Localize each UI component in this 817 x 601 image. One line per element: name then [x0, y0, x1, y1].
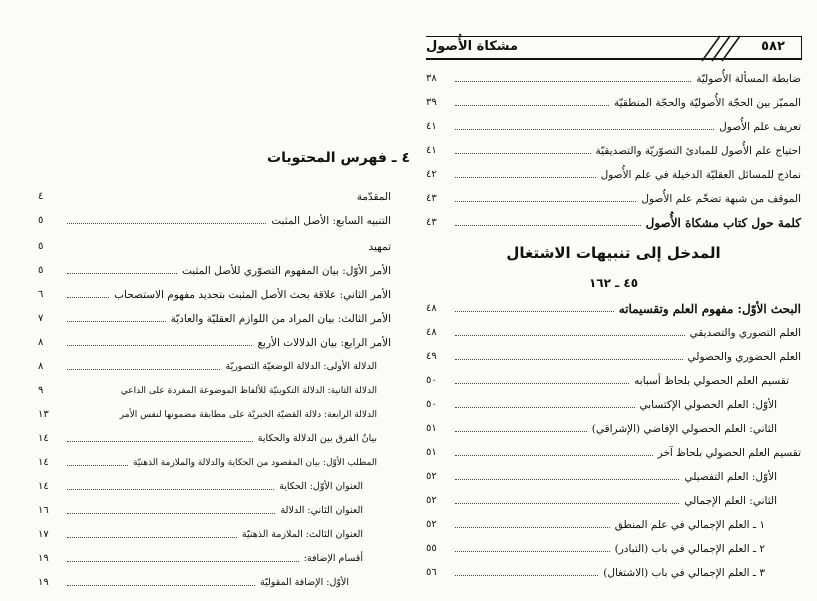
leader-dots [455, 359, 683, 360]
toc-entry[interactable] [426, 512, 801, 532]
header-page-number: ٥٨٢ [761, 39, 785, 54]
leader-dots [67, 297, 109, 298]
toc-entry-title: الأوّل: العلم الحصولي الإكتسابي [639, 399, 777, 411]
leader-dots [67, 369, 220, 370]
toc-entry-title: تقسيم العلم الحصولي بلحاظ آخر [657, 447, 801, 459]
toc-entry-page: ١٤ [38, 481, 49, 492]
toc-entry-page: ١٩ [38, 553, 49, 564]
toc-entry[interactable] [38, 474, 391, 494]
toc-entry-title: احتياج علم الأُصول للمبادئ التصوّريّة والتصديقيّة [595, 145, 801, 157]
toc-entry[interactable] [426, 186, 801, 206]
toc-entry-page: ٤ [38, 191, 44, 202]
toc-entry-title: المميّز بين الحجّة الأُصوليّة والحجّة المنطقيّة [614, 97, 801, 109]
toc-entry-title: ١ ـ العلم الإجمالي في علم المنطق [614, 519, 765, 531]
leader-dots [455, 153, 591, 154]
leader-dots [455, 575, 598, 576]
toc-entry[interactable] [38, 282, 391, 302]
header-slash-decoration [700, 34, 748, 62]
toc-entry[interactable] [426, 138, 801, 158]
toc-entry-title: الموقف من شبهة تضخّم علم الأُصول [641, 193, 801, 205]
leader-dots [455, 383, 629, 384]
toc-entry-page: ٥١ [426, 423, 437, 434]
leader-dots [455, 455, 653, 456]
toc-entry-page: ٩ [38, 385, 44, 396]
leader-dots [67, 513, 275, 514]
toc-entry-page: ٥٠ [426, 399, 437, 410]
leader-dots [455, 311, 614, 312]
toc-entry-page: ١٣ [38, 409, 49, 420]
toc-entry[interactable] [426, 296, 801, 316]
toc-entry-title: الأمر الأوّل: بيان المفهوم التصوّري للأصل المثبت [181, 265, 391, 277]
toc-entry[interactable] [426, 114, 801, 134]
toc-entry-page: ١٧ [38, 529, 49, 540]
toc-entry-title: الأمر الثالث: بيان المراد من اللوازم العقليّة والعاديّة [170, 313, 391, 325]
toc-entry-page: ٨ [38, 361, 44, 372]
toc-entry-page: ٣٩ [426, 97, 437, 108]
toc-entry-page: ٥ [38, 265, 44, 276]
toc-entry-title: العنوان الأوّل: الحكاية [279, 481, 363, 492]
leader-dots [67, 441, 253, 442]
toc-entry[interactable] [426, 162, 801, 182]
toc-entry-page: ٥٢ [426, 519, 437, 530]
toc-entry-title: الأوّل: العلم التفصيلي [684, 471, 777, 483]
toc-entry-title: الأمر الثاني: علاقة بحث الأصل المثبت بتحديد مفهوم الاستصحاب [114, 289, 391, 301]
toc-entry-page: ٤٩ [426, 351, 437, 362]
leader-dots [67, 321, 166, 322]
toc-entry-page: ٦ [38, 289, 44, 300]
toc-entry-title: الأمر الرابع: بيان الدلالات الأربع [257, 337, 391, 349]
toc-entry[interactable] [426, 392, 801, 412]
toc-entry[interactable] [426, 66, 801, 86]
toc-entry-page: ١٤ [38, 457, 49, 468]
toc-entry[interactable] [426, 440, 801, 460]
toc-entry-title: الدلالة الثانية: الدلالة التكوينيّة للألفاظ الموضوعة المفردة على الداعي [120, 386, 377, 396]
toc-entry[interactable] [38, 306, 391, 326]
toc-entry-title: الدلالة الرابعة: دلالة القضيّة الخبريّة على مطابقة مضمونها لنفس الأمر [119, 410, 377, 420]
leader-dots [455, 551, 610, 552]
toc-entry[interactable] [38, 450, 391, 470]
toc-entry[interactable] [426, 320, 801, 340]
toc-entry-page: ٤٣ [426, 193, 437, 204]
toc-entry-title: الثاني: العلم الإجمالي [684, 495, 777, 507]
toc-entry[interactable] [38, 184, 391, 204]
toc-entry-title: التنبيه السابع: الأصل المثبت [271, 215, 391, 227]
leader-dots [455, 479, 679, 480]
leader-dots [67, 223, 266, 224]
toc-entry[interactable] [426, 488, 801, 508]
toc-entry-page: ١٩ [38, 577, 49, 588]
leader-dots [67, 561, 299, 562]
toc-entry-title: العلم الحضوري والحصولي [687, 351, 801, 363]
leader-dots [455, 335, 685, 336]
toc-entry[interactable] [426, 90, 801, 110]
toc-entry-title: ٣ ـ العلم الإجمالي في باب (الاشتغال) [603, 567, 765, 579]
toc-entry-title: تمهيد [368, 241, 391, 253]
toc-entry-title: ٢ ـ العلم الإجمالي في باب (التبادر) [614, 543, 765, 555]
toc-entry[interactable] [38, 258, 391, 278]
toc-entry-page: ٥ [38, 241, 44, 252]
toc-entry-page: ٥٢ [426, 471, 437, 482]
leader-dots [455, 431, 587, 432]
toc-entry-title: ضابطة المسألة الأُصوليّة [696, 73, 801, 85]
leader-dots [67, 465, 128, 466]
toc-entry[interactable] [38, 378, 391, 398]
toc-entry-page: ٤٨ [426, 327, 437, 338]
toc-entry-title: كلمة حول كتاب مشكاة الأُصول [645, 216, 801, 230]
toc-entry[interactable] [38, 234, 391, 254]
toc-entry-title: المقدّمة [356, 191, 391, 203]
toc-entry-page: ٧ [38, 313, 44, 324]
toc-entry[interactable] [38, 522, 391, 542]
toc-entry-title: بيانُ الفرق بين الدلالة والحكاية [257, 433, 377, 444]
leader-dots [67, 537, 237, 538]
section-heading: المدخل إلى تنبيهات الاشتغال [506, 244, 721, 262]
toc-entry[interactable] [426, 210, 801, 230]
toc-entry-page: ٥١ [426, 447, 437, 458]
leader-dots [455, 105, 609, 106]
leader-dots [67, 489, 274, 490]
left-page-heading [40, 150, 410, 166]
toc-entry[interactable] [38, 546, 391, 566]
toc-entry-page: ٤١ [426, 145, 437, 156]
toc-entry[interactable] [38, 570, 391, 590]
toc-entry[interactable] [426, 536, 801, 556]
toc-entry-page: ٥٠ [426, 375, 437, 386]
toc-entry-page: ٥٥ [426, 543, 437, 554]
toc-entry-page: ٥٦ [426, 567, 437, 578]
toc-entry[interactable] [38, 402, 391, 422]
header-book-title: مشكاة الأُصول [426, 39, 519, 54]
toc-entry-page: ٣٨ [426, 73, 437, 84]
leader-dots [455, 527, 610, 528]
toc-entry[interactable] [426, 416, 801, 436]
toc-entry-page: ٤١ [426, 121, 437, 132]
toc-entry-title: الأوّل: الإضافة المقوليّة [259, 577, 349, 588]
left-page-heading-text: ٤ ـ فهرس المحتويات [267, 150, 410, 166]
toc-entry-title: أقسام الإضافة: [303, 553, 363, 564]
leader-dots [67, 345, 252, 346]
leader-dots [67, 273, 177, 274]
toc-entry-title: العنوان الثالث: الملازمة الذهنيّة [241, 529, 363, 540]
toc-entry[interactable] [426, 368, 801, 388]
toc-entry-page: ٤٨ [426, 303, 437, 314]
toc-entry-page: ٨ [38, 337, 44, 348]
toc-entry-page: ٤٣ [426, 217, 437, 228]
toc-entry[interactable] [426, 464, 801, 484]
leader-dots [67, 585, 255, 586]
toc-entry-page: ٥ [38, 215, 44, 226]
toc-entry-title: العلم التصوري والتصديقي [689, 327, 801, 339]
toc-entry-page: ١٤ [38, 433, 49, 444]
toc-entry-title: المطلب الأوّل: بيان المقصود من الحكاية والدلالة والملازمة الذهنيّة [132, 458, 377, 468]
toc-entry[interactable] [38, 330, 391, 350]
toc-entry-title: البحث الأوّل: مفهوم العلم وتقسيماته [618, 302, 801, 316]
toc-entry[interactable] [426, 344, 801, 364]
leader-dots [455, 129, 714, 130]
toc-entry[interactable] [38, 208, 391, 228]
section-page-range: ٤٥ ـ ١٦٢ [588, 276, 639, 290]
toc-entry-title: الدلالة الأولى: الدلالة الوضعيّة التصوريّة [225, 361, 377, 372]
toc-entry-title: العنوان الثاني: الدلالة [280, 505, 363, 516]
leader-dots [455, 503, 679, 504]
toc-entry-title: الثاني: العلم الحصولي الإفاضي (الإشراقي) [591, 423, 777, 435]
toc-entry[interactable] [38, 354, 391, 374]
toc-entry-page: ٥٢ [426, 495, 437, 506]
toc-entry-title: تقسيم العلم الحصولي بلحاظ أسبابه [634, 375, 789, 387]
leader-dots [455, 177, 596, 178]
leader-dots [455, 81, 691, 82]
toc-entry[interactable] [426, 560, 801, 580]
toc-entry-page: ١٦ [38, 505, 49, 516]
toc-entry-page: ٤٢ [426, 169, 437, 180]
toc-entry[interactable] [38, 426, 391, 446]
toc-entry-title: تعريف علم الأُصول [719, 121, 801, 133]
toc-entry[interactable] [38, 498, 391, 518]
leader-dots [455, 201, 636, 202]
leader-dots [455, 225, 641, 226]
toc-entry-title: نماذج للمسائل العقليّة الدخيلة في علم الأُصول [600, 169, 801, 181]
leader-dots [455, 407, 635, 408]
